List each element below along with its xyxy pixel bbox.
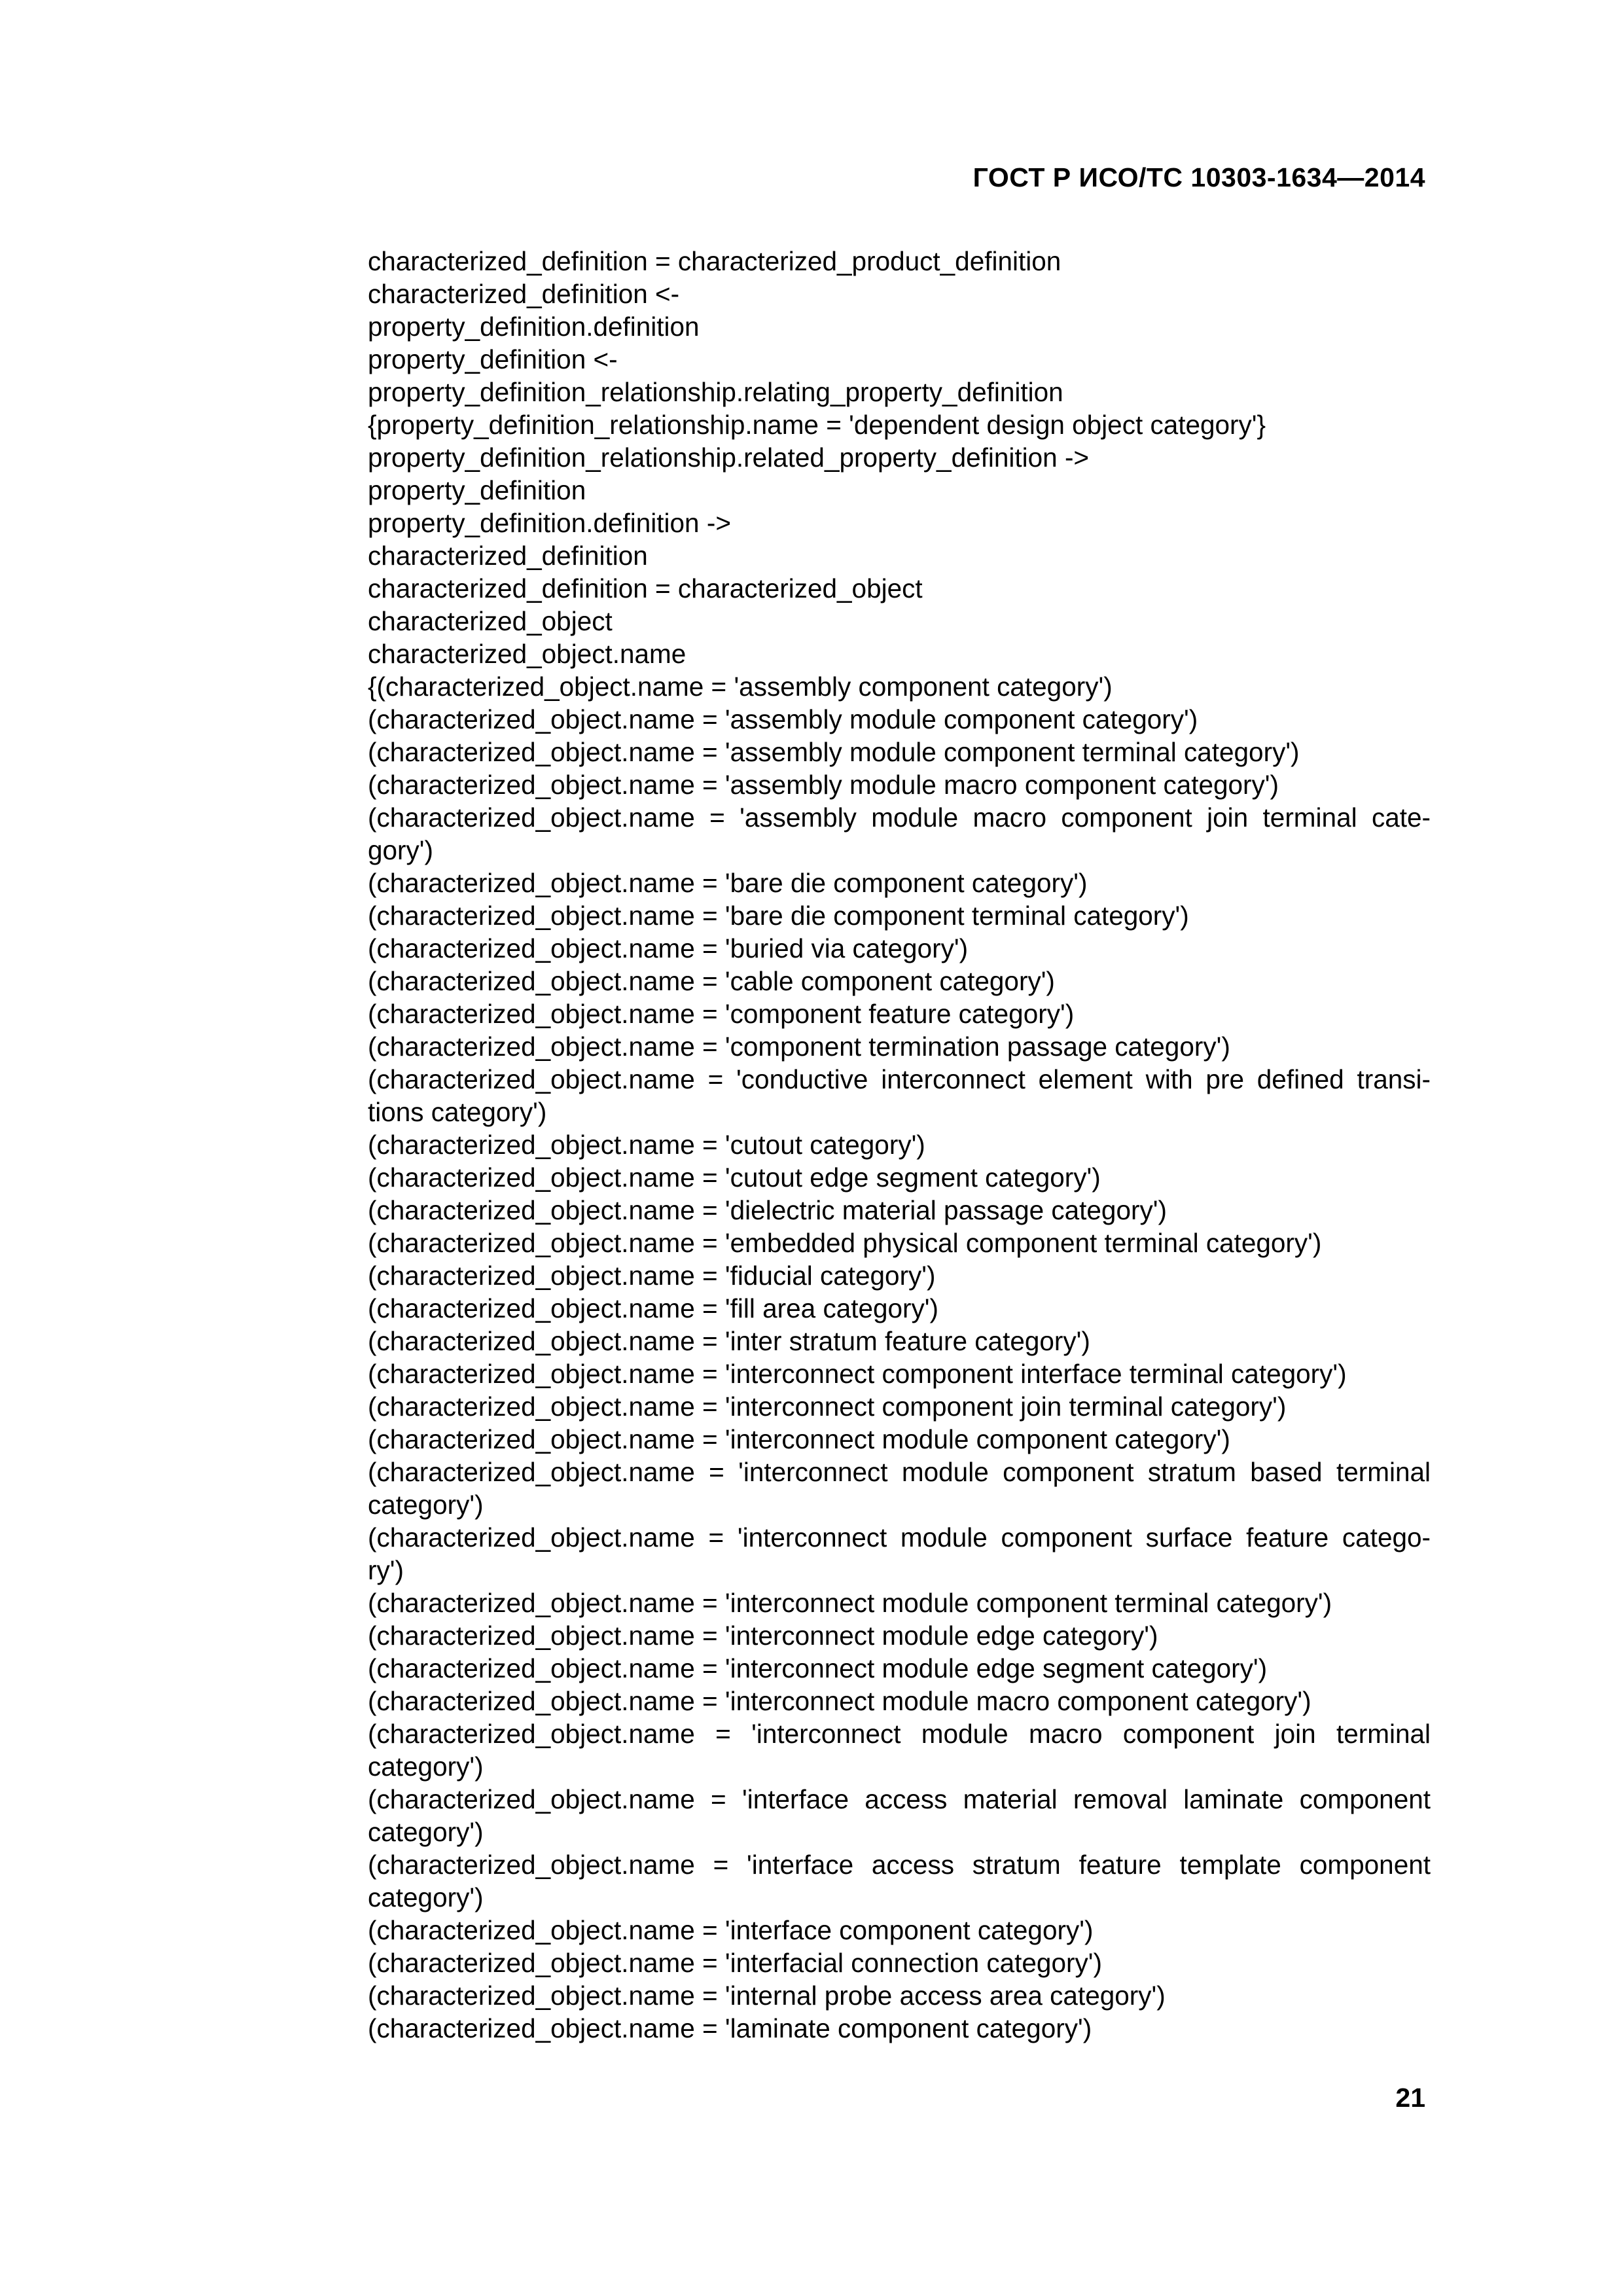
text-line: (characterized_object.name = 'interface component category') bbox=[368, 1915, 1094, 1945]
text-line: {property_definition_relationship.name = 'dependent design object category'} bbox=[368, 410, 1266, 440]
text-line: (characterized_object.name = 'interconnect module component stratum based terminal bbox=[368, 1457, 1431, 1487]
text-line: (characterized_object.name = 'conductive interconnect element with pre defined transi- bbox=[368, 1064, 1431, 1094]
text-line: (characterized_object.name = 'assembly module macro component category') bbox=[368, 770, 1279, 800]
text-line: (characterized_object.name = 'interconnect module macro component category') bbox=[368, 1686, 1311, 1716]
text-line: tions category') bbox=[368, 1097, 547, 1127]
text-line: (characterized_object.name = 'interconnect component interface terminal category') bbox=[368, 1359, 1347, 1389]
text-line: (characterized_object.name = 'dielectric material passage category') bbox=[368, 1195, 1167, 1225]
text-line: (characterized_object.name = 'inter stratum feature category') bbox=[368, 1326, 1090, 1356]
text-line: (characterized_object.name = 'bare die component category') bbox=[368, 868, 1088, 898]
text-line: (characterized_object.name = 'interface access material removal laminate component bbox=[368, 1784, 1431, 1814]
text-line: (characterized_object.name = 'interconnect module edge category') bbox=[368, 1621, 1158, 1651]
text-line: (characterized_object.name = 'fiducial category') bbox=[368, 1261, 936, 1291]
text-line: characterized_definition <- bbox=[368, 279, 680, 309]
text-line: ry') bbox=[368, 1555, 404, 1585]
text-line: (characterized_object.name = 'component termination passage category') bbox=[368, 1031, 1230, 1062]
text-line: characterized_definition bbox=[368, 541, 648, 571]
text-line: (characterized_object.name = 'laminate component category') bbox=[368, 2013, 1092, 2043]
text-line: property_definition bbox=[368, 475, 586, 505]
text-line: property_definition.definition bbox=[368, 312, 700, 342]
text-line: (characterized_object.name = 'cable component category') bbox=[368, 966, 1055, 996]
text-line: (characterized_object.name = 'cutout category') bbox=[368, 1130, 925, 1160]
text-line: property_definition_relationship.related_property_definition -> bbox=[368, 442, 1090, 473]
text-line: characterized_object.name bbox=[368, 639, 687, 669]
text-line: (characterized_object.name = 'embedded physical component terminal category') bbox=[368, 1228, 1322, 1258]
text-line: (characterized_object.name = 'cutout edge segment category') bbox=[368, 1162, 1101, 1193]
text-line: characterized_definition = characterized_product_definition bbox=[368, 246, 1061, 276]
text-line: property_definition_relationship.relating_property_definition bbox=[368, 377, 1063, 407]
text-line: (characterized_object.name = 'interconnect module component terminal category') bbox=[368, 1588, 1332, 1618]
document-body bbox=[368, 245, 1431, 2045]
text-line: (characterized_object.name = 'buried via category') bbox=[368, 933, 969, 963]
text-line: (characterized_object.name = 'component feature category') bbox=[368, 999, 1075, 1029]
text-line: (characterized_object.name = 'interconnect module component category') bbox=[368, 1424, 1230, 1454]
text-line: property_definition.definition -> bbox=[368, 508, 731, 538]
text-line: (characterized_object.name = 'interconnect module component surface feature catego- bbox=[368, 1522, 1431, 1552]
text-line: property_definition <- bbox=[368, 344, 618, 374]
text-line: (characterized_object.name = 'bare die component terminal category') bbox=[368, 901, 1189, 931]
text-line: (characterized_object.name = 'assembly module component category') bbox=[368, 704, 1198, 734]
text-line: (characterized_object.name = 'interface access stratum feature template component bbox=[368, 1850, 1431, 1880]
text-line: category') bbox=[368, 1751, 484, 1782]
text-line: (characterized_object.name = 'assembly module component terminal category') bbox=[368, 737, 1300, 767]
text-line: gory') bbox=[368, 835, 434, 865]
text-line: (characterized_object.name = 'fill area category') bbox=[368, 1293, 939, 1323]
text-line: (characterized_object.name = 'assembly module macro component join terminal cate- bbox=[368, 802, 1431, 833]
text-line: (characterized_object.name = 'interconnect module macro component join terminal bbox=[368, 1719, 1431, 1749]
text-line: (characterized_object.name = 'interconnect module edge segment category') bbox=[368, 1653, 1268, 1683]
text-line: category') bbox=[368, 1490, 484, 1520]
text-line: {(characterized_object.name = 'assembly component category') bbox=[368, 672, 1113, 702]
page-number: 21 bbox=[1395, 2083, 1425, 2113]
text-line: category') bbox=[368, 1882, 484, 1912]
document-header: ГОСТ Р ИСО/ТС 10303-1634—2014 bbox=[972, 162, 1425, 192]
text-line: (characterized_object.name = 'interconnect component join terminal category') bbox=[368, 1391, 1287, 1422]
text-line: characterized_definition = characterized_object bbox=[368, 573, 923, 603]
text-line: (characterized_object.name = 'interfacial connection category') bbox=[368, 1948, 1102, 1978]
text-line: category') bbox=[368, 1817, 484, 1847]
text-line: (characterized_object.name = 'internal probe access area category') bbox=[368, 1981, 1166, 2011]
text-line: characterized_object bbox=[368, 606, 613, 636]
